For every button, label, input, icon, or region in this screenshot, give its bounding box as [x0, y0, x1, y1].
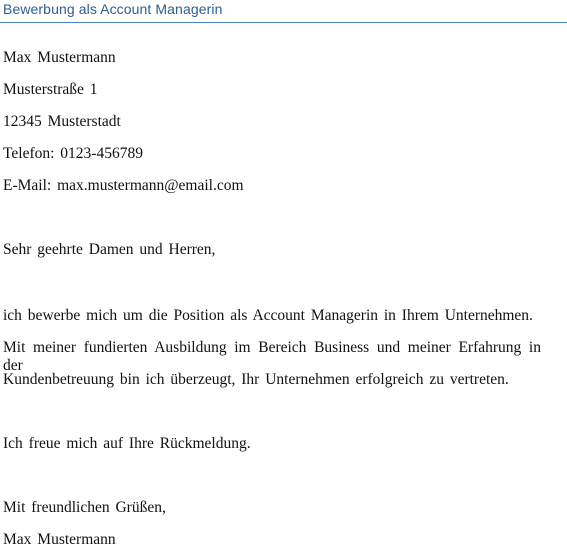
sender-street: Musterstraße 1: [3, 81, 98, 98]
body-line-3: Kundenbetreuung bin ich überzeugt, Ihr Unternehmen erfolgreich zu vertreten.: [3, 371, 509, 388]
body-line-1: ich bewerbe mich um die Position als Account Managerin in Ihrem Unternehmen.: [3, 307, 533, 324]
salutation: Sehr geehrte Damen und Herren,: [3, 241, 216, 258]
document-header: [0, 0, 567, 23]
document-title: Bewerbung als Account Managerin: [3, 1, 223, 17]
signature: Max Mustermann: [3, 531, 116, 548]
farewell: Mit freundlichen Grüßen,: [3, 499, 166, 516]
sender-email: E-Mail: max.mustermann@email.com: [3, 177, 244, 194]
body-line-2: Mit meiner fundierten Ausbildung im Bereich Business und meiner Erfahrung in der: [3, 339, 541, 374]
sender-name: Max Mustermann: [3, 49, 116, 66]
sender-city: 12345 Musterstadt: [3, 113, 121, 130]
closing-sentence: Ich freue mich auf Ihre Rückmeldung.: [3, 435, 251, 452]
sender-phone: Telefon: 0123-456789: [3, 145, 143, 162]
